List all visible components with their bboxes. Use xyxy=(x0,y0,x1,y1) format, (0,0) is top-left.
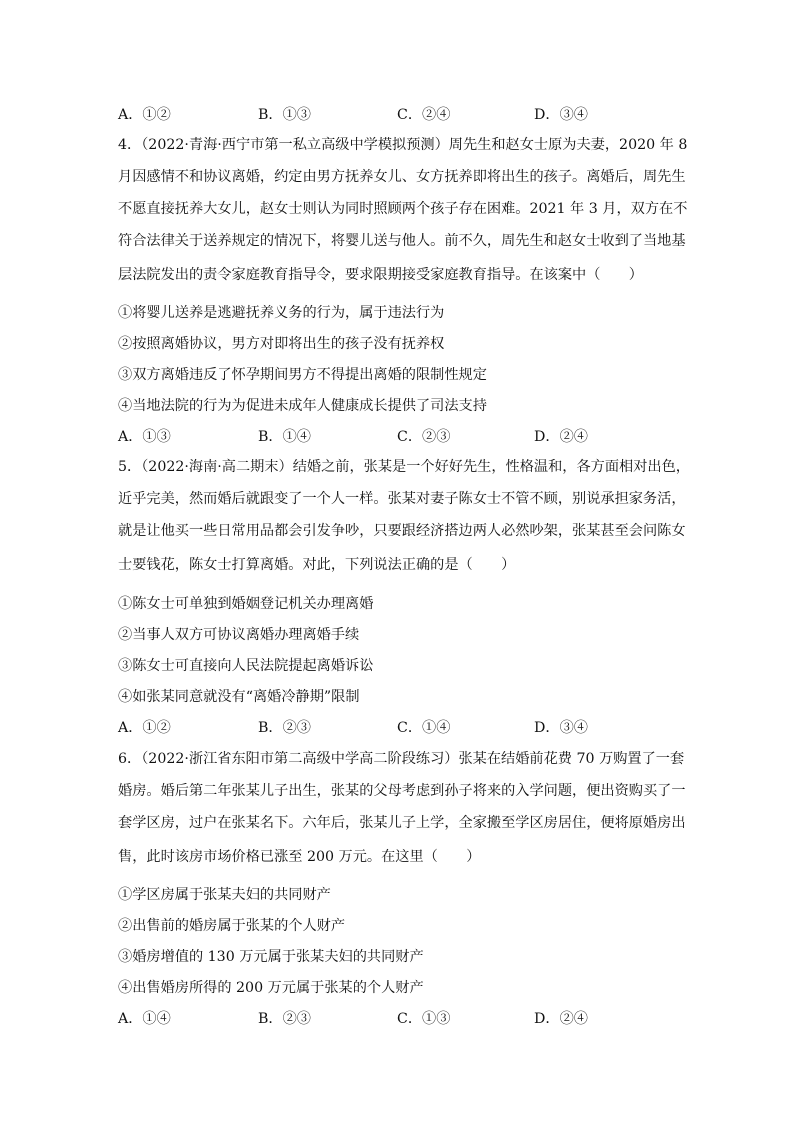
q6-statement-3: ③婚房增值的 130 万元属于张某夫妇的共同财产 xyxy=(118,949,424,965)
q5-option-b: B．②③ xyxy=(258,720,311,736)
q4-option-a: A．①③ xyxy=(118,429,171,445)
q6-options xyxy=(118,1008,678,1030)
q6-option-b: B．②③ xyxy=(258,1011,311,1027)
q6-stem-line: 套学区房，过户在张某名下。六年后，张某儿子上学，全家搬至学区房居住，便将原婚房出 xyxy=(118,815,686,831)
q5-option-a: A．①② xyxy=(118,720,171,736)
q5-stem-line: 士要钱花，陈女士打算离婚。对此，下列说法正确的是（ ） xyxy=(118,557,516,573)
q3-option-d: D．③④ xyxy=(534,107,588,123)
q5-option-d: D．③④ xyxy=(534,720,588,736)
q6-option-d: D．②④ xyxy=(534,1011,588,1027)
q4-stem-line: 月因感情不和协议离婚，约定由男方抚养女儿、女方抚养即将出生的孩子。离婚后，周先生 xyxy=(118,169,686,185)
q6-stem-line: 6．（2022·浙江省东阳市第二高级中学高二阶段练习）张某在结婚前花费 70 万购置了一套 xyxy=(118,751,685,767)
q4-statement-4: ④当地法院的行为为促进未成年人健康成长提供了司法支持 xyxy=(118,398,487,414)
q6-statement-4: ④出售婚房所得的 200 万元属于张某的个人财产 xyxy=(118,980,424,996)
q3-option-c: C．②④ xyxy=(397,107,451,123)
q5-stem-line: 5．（2022·海南·高二期末）结婚之前，张某是一个好好先生，性格温和，各方面相对出色， xyxy=(118,459,690,475)
q6-option-c: C．①③ xyxy=(397,1011,451,1027)
q4-statement-1: ①将婴儿送养是逃避抚养义务的行为，属于违法行为 xyxy=(118,305,445,321)
q4-stem-line: 4．（2022·青海·西宁市第一私立高级中学模拟预测）周先生和赵女士原为夫妻，2020 年 8 xyxy=(118,137,688,153)
q3-option-a: A．①② xyxy=(118,107,171,123)
q6-option-a: A．①④ xyxy=(118,1011,171,1027)
q4-statement-3: ③双方离婚违反了怀孕期间男方不得提出离婚的限制性规定 xyxy=(118,367,487,383)
q6-stem-line: 售，此时该房市场价格已涨至 200 万元。在这里（ ） xyxy=(118,849,481,865)
q4-option-b: B．①④ xyxy=(258,429,311,445)
q4-options xyxy=(118,426,678,448)
q5-statement-1: ①陈女士可单独到婚姻登记机关办理离婚 xyxy=(118,596,374,612)
q4-stem-line: 不愿直接抚养大女儿，赵女士则认为同时照顾两个孩子存在困难。2021 年 3 月，双方在不 xyxy=(118,201,688,217)
q3-options xyxy=(118,104,678,126)
q4-option-c: C．②③ xyxy=(397,429,451,445)
q5-options xyxy=(118,717,678,739)
q3-option-b: B．①③ xyxy=(258,107,311,123)
q4-statement-2: ②按照离婚协议，男方对即将出生的孩子没有抚养权 xyxy=(118,336,445,352)
q5-stem-line: 近乎完美，然而婚后就跟变了一个人一样。张某对妻子陈女士不管不顾，别说承担家务活， xyxy=(118,491,686,507)
q5-stem-line: 就是让他买一些日常用品都会引发争吵，只要跟经济搭边两人必然吵架，张某甚至会问陈女 xyxy=(118,523,686,539)
q6-statement-1: ①学区房属于张某夫妇的共同财产 xyxy=(118,887,331,903)
q6-stem-line: 婚房。婚后第二年张某儿子出生，张某的父母考虑到孙子将来的入学问题，便出资购买了一 xyxy=(118,783,686,799)
q4-stem-line: 层法院发出的责令家庭教育指导令，要求限期接受家庭教育指导。在该案中（ ） xyxy=(118,267,643,283)
q5-statement-3: ③陈女士可直接向人民法院提起离婚诉讼 xyxy=(118,658,374,674)
q5-statement-2: ②当事人双方可协议离婚办理离婚手续 xyxy=(118,627,360,643)
q4-option-d: D．②④ xyxy=(534,429,588,445)
q4-stem-line: 符合法律关于送养规定的情况下，将婴儿送与他人。前不久，周先生和赵女士收到了当地基 xyxy=(118,233,686,249)
q5-option-c: C．①④ xyxy=(397,720,451,736)
q5-statement-4: ④如张某同意就没有“离婚冷静期”限制 xyxy=(118,689,360,705)
q6-statement-2: ②出售前的婚房属于张某的个人财产 xyxy=(118,918,346,934)
